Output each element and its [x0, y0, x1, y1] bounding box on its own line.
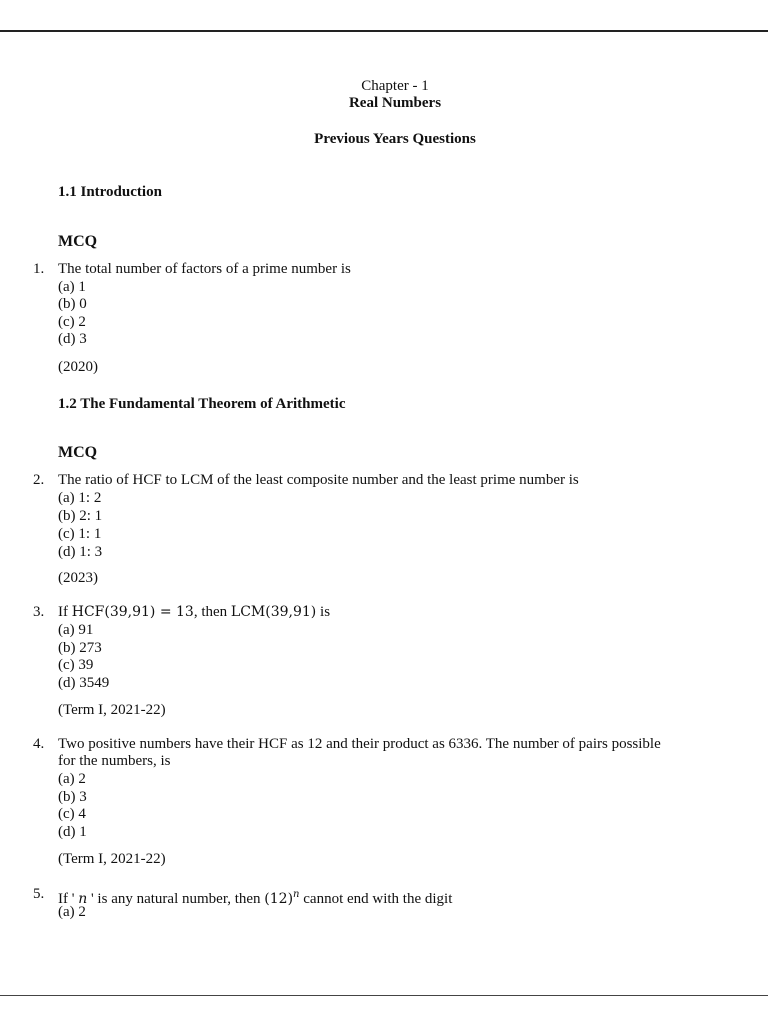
math-exponent: n: [293, 889, 300, 900]
question-year: (2020): [58, 359, 98, 375]
question-year: (2023): [58, 570, 98, 586]
option: (c) 1: 1: [58, 526, 102, 542]
question-number: 5.: [33, 886, 45, 902]
question-text-line1: Two positive numbers have their HCF as 12 and their product as 6336. The number of pairs possible: [58, 736, 661, 752]
question-number: 2.: [33, 472, 45, 488]
option: (b) 0: [58, 296, 87, 312]
bottom-rule: [0, 995, 768, 996]
option: (b) 2: 1: [58, 508, 103, 524]
page-subtitle: Previous Years Questions: [314, 131, 476, 147]
option: (b) 273: [58, 640, 102, 656]
question-number: 1.: [33, 261, 45, 277]
option: (a) 2: [58, 904, 86, 920]
mcq-label: MCQ: [58, 233, 98, 250]
question-year: (Term I, 2021-22): [58, 851, 166, 867]
option: (a) 1: [58, 279, 86, 295]
math-expression: HCF(39,91) = 13: [71, 604, 194, 620]
top-rule: [0, 30, 768, 32]
question-year: (Term I, 2021-22): [58, 702, 166, 718]
option: (d) 1: 3: [58, 544, 103, 560]
option: (a) 91: [58, 622, 94, 638]
question-text: If ' n ' is any natural number, then $(12)^n$ cannot end with the digit: [58, 889, 453, 907]
chapter-title: Real Numbers: [348, 95, 442, 111]
mcq-label: MCQ: [58, 444, 98, 461]
chapter-label: Chapter - 1: [361, 78, 429, 94]
option: (a) 2: [58, 771, 86, 787]
question-number: 4.: [33, 736, 45, 752]
math-variable: n: [78, 891, 88, 907]
section-heading-1-1: 1.1 Introduction: [58, 184, 162, 200]
option: (c) 4: [58, 806, 86, 822]
option: (c) 2: [58, 314, 86, 330]
option: (d) 1: [58, 824, 87, 840]
math-expression: (12): [264, 891, 294, 907]
option: (d) 3549: [58, 675, 110, 691]
question-number: 3.: [33, 604, 45, 620]
question-text: The ratio of HCF to LCM of the least composite number and the least prime number is: [58, 472, 579, 488]
question-text: The total number of factors of a prime number is: [58, 261, 351, 277]
question-text: If HCF(39,91) = 13, then LCM(39,91) is: [58, 604, 331, 620]
option: (d) 3: [58, 331, 87, 347]
option: (b) 3: [58, 789, 87, 805]
question-text-line2: for the numbers, is: [58, 753, 171, 769]
option: (c) 39: [58, 657, 94, 673]
section-heading-1-2: 1.2 The Fundamental Theorem of Arithmetic: [58, 396, 346, 412]
math-expression: LCM(39,91): [230, 604, 317, 620]
option: (a) 1: 2: [58, 490, 102, 506]
